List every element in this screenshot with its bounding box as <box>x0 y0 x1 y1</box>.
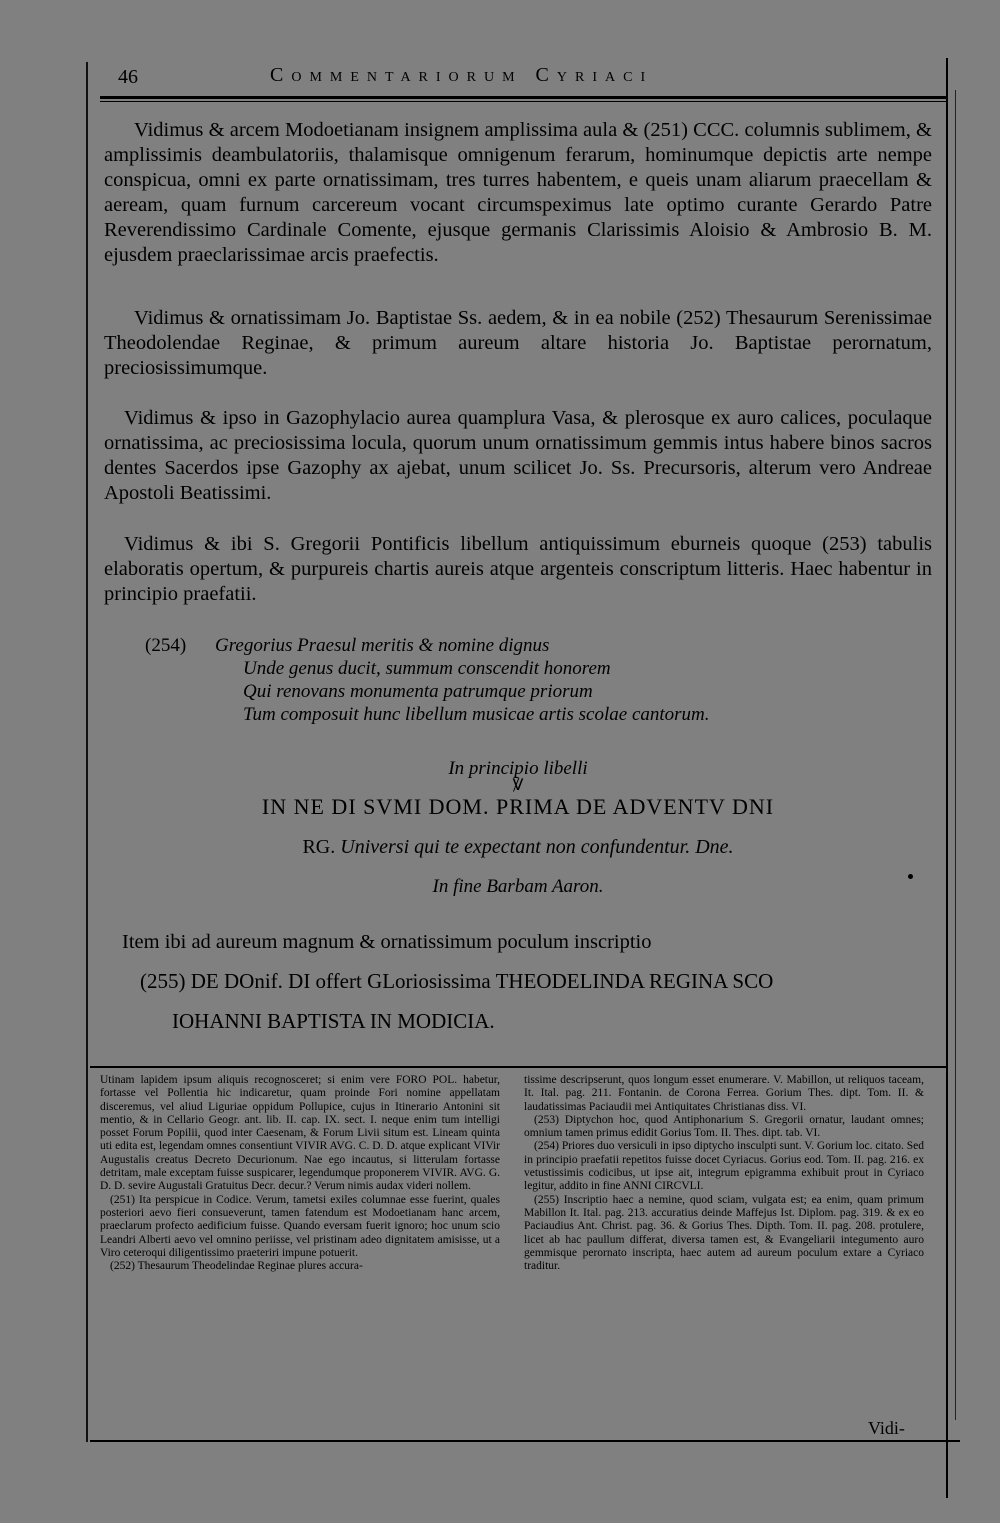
header-rule <box>100 96 946 99</box>
inscription-line: DE DOnif. DI offert GLoriosissima THEODELINDA REGINA SCO <box>190 969 774 993</box>
response-text: Universi qui te expectant non confundentur. Dne. <box>340 836 734 858</box>
header-rule-thin <box>100 101 946 102</box>
footnote: Utinam lapidem ipsum aliquis recognosceret; si enim vere FORO POL. habetur, fortasse vel Pollentia hic indicaretur, quam proinde Fori nomine appellatam disceremus, vel aliud Liguriae oppidum Pollupice, cujus in Itinerario Antonini sit mentio, & in Cellario Geogr. ant. lib. II. cap. IX. sect. I. neque enim tum intelligi posset Forum Popilii, quod inter Caesenam, & Forum Livii situm est. Lineam quinta uti edita est, legendam omnes consentiunt VIVIR AVG. C. D. D. atque explicant VIVir Augustalis creatus Decreto Decurionum. Nae ego incautus, si litterulam fortasse detritam, male exceptam fuisse suspicarer, legendumque proponerem VIVIR. AVG. G. D. D. sevire Augustali Gratuitus Decr. decur.? Verum nimis audax videri nollem. <box>100 1074 500 1193</box>
footnote: (251) Ita perspicue in Codice. Verum, tametsi exiles columnae esse fuerint, quales posteriori aevo fieri consueverunt, tamen fatendum est Modoetianam hanc arcem, praeclarum profecto aedificium fuisse. Quando eversam fuerit ignoro; hoc unum scio Leandri Alberti aevo vel omnino periisse, vel pristinam adeo dignitatem amisisse, ut a Viro ceteroqui diligentissimo praeteriri impune potuerit. <box>100 1193 500 1259</box>
page-edge-right-inner <box>955 90 956 1420</box>
paragraph-aedem: Vidimus & ornatissimam Jo. Baptistae Ss. aedem, & in ea nobile (252) Thesaurum Serenissimae Theodolendae Reginae, & primum aureum altare historia Jo. Baptistae perornatum, preciosissimumque. <box>104 307 932 379</box>
footnote: (255) Inscriptio haec a nemine, quod sciam, vulgata est; ea enim, quam primum Mabillon It. Ital. pag. 213. accuratius deinde Maffejus Ist. Diplom. pag. 319. & ex eo Paciaudius Ant. Christ. pag. 36. & Gorius Thes. Dipth. Tom. II. pag. 208. protulere, licet ab hac paullum differat, diversa tamen est, & Evangeliarii integumento auro gemmisque perornato inscripta, haec autem ad aureum poculum extare a Cyriaco traditur. <box>524 1193 924 1273</box>
incipit-line: IN NE DI SVMI DOM. PRIMA DE ADVENTV DNI <box>261 794 775 819</box>
footnote: (252) Thesaurum Theodelindae Reginae plures accura- <box>110 1260 363 1273</box>
verse-line: Tum composuit hunc libellum musicae artis scolae cantorum. <box>243 704 710 725</box>
running-title: Commentariorum Cyriaci <box>270 64 654 86</box>
paragraph-arcem: Vidimus & arcem Modoetianam insignem amplissima aula & (251) CCC. columnis sublimem, & amplissimis deambulatoriis, thalamisque omnigenum ferarum, hominumque depictis arte nempe conspicua, omni ex parte ornatissimam, tres turres habentem, e queis unam aliarum praecellam & aeream, quam furnum carcereum vocant circumspeximus late optimo curante Gerardo Patre Reverendissimo Cardinale Comente, ejusque germanis Clarissimis Aloisio & Ambrosio B. M. ejusdem praeclarissimae arcis praefectis. <box>104 119 932 266</box>
ink-dot <box>908 874 913 879</box>
footnote: (253) Diptychon hoc, quod Antiphonarium S. Gregorii ornatur, laudant omnes; omnium tamen primus edidit Gorius Tom. II. Thes. dipt. tab. VI. <box>524 1113 924 1140</box>
catchword: Vidi- <box>868 1418 905 1438</box>
item-line: Item ibi ad aureum magnum & ornatissimum poculum inscriptio <box>122 931 652 953</box>
inscription-number: (255) <box>140 969 186 993</box>
footnote: tissime descripserunt, quos longum esset enumerare. V. Mabillon, ut reliquos taceam, It. Ital. pag. 211. Fontanin. de Corona Ferrea. Gorium Thes. dipt. Tom. II. & laudatissimas Paciaudii mei Antiquitates Christianas diss. VI. <box>524 1074 924 1113</box>
paragraph-gazophylacio: Vidimus & ipso in Gazophylacio aurea quamplura Vasa, & plerosque ex auro calices, poculaque ornatissima, ac preciosissima locula, quorum unum ornatissimum gemmis intus habere binos sacros dentes Sacerdos ipse Gazophy ax ajebat, unum scilicet Jo. Ss. Precursoris, alterum vero Andreae Apostoli Beatissimi. <box>104 407 932 504</box>
inscription-line: IOHANNI BAPTISTA IN MODICIA. <box>172 1009 495 1033</box>
bottom-rule <box>90 1440 960 1442</box>
footnote-rule <box>90 1066 946 1068</box>
verse-line: Unde genus ducit, summum conscendit honorem <box>243 658 611 679</box>
incipit-end: In fine Barbam Aaron. <box>432 876 604 897</box>
paragraph-gregorii: Vidimus & ibi S. Gregorii Pontificis libellum antiquissimum eburneis quoque (253) tabulis elaboratis opertum, & purpureis chartis aureis atque argenteis conscriptum litteris. Haec habentur in principio praefatii. <box>104 533 932 605</box>
verse-number: (254) <box>145 635 187 656</box>
page-edge-right <box>946 58 948 1498</box>
neume-mark: ℣ <box>512 777 524 794</box>
page-number: 46 <box>118 66 138 88</box>
running-header <box>118 64 938 94</box>
inscription <box>140 966 930 1036</box>
response-mark: RG. <box>302 836 336 858</box>
verse-line: Gregorius Praesul meritis & nomine dignus <box>215 635 550 656</box>
incipit-response <box>104 836 932 859</box>
footnote: (254) Priores duo versiculi in ipso diptycho insculpti sunt. V. Gorium loc. citato. Sed in principio praefatii repetitos fuisse docet Cyriacus. Gorius eod. Tom. II. pag. 216. ex vetustissimis codicibus, ut ipse ait, integrum epigramma exhibuit prout in Cyriaco legitur, addito in fine ANNI CIRCVLI. <box>524 1140 924 1193</box>
verse-line: Qui renovans monumenta patrumque priorum <box>243 681 593 702</box>
footnotes-left <box>100 1074 500 1273</box>
footnotes-right <box>524 1074 924 1273</box>
page-edge-left <box>86 62 88 1442</box>
incipit-heading: In principio libelli <box>448 758 588 779</box>
verse-block <box>145 634 845 726</box>
